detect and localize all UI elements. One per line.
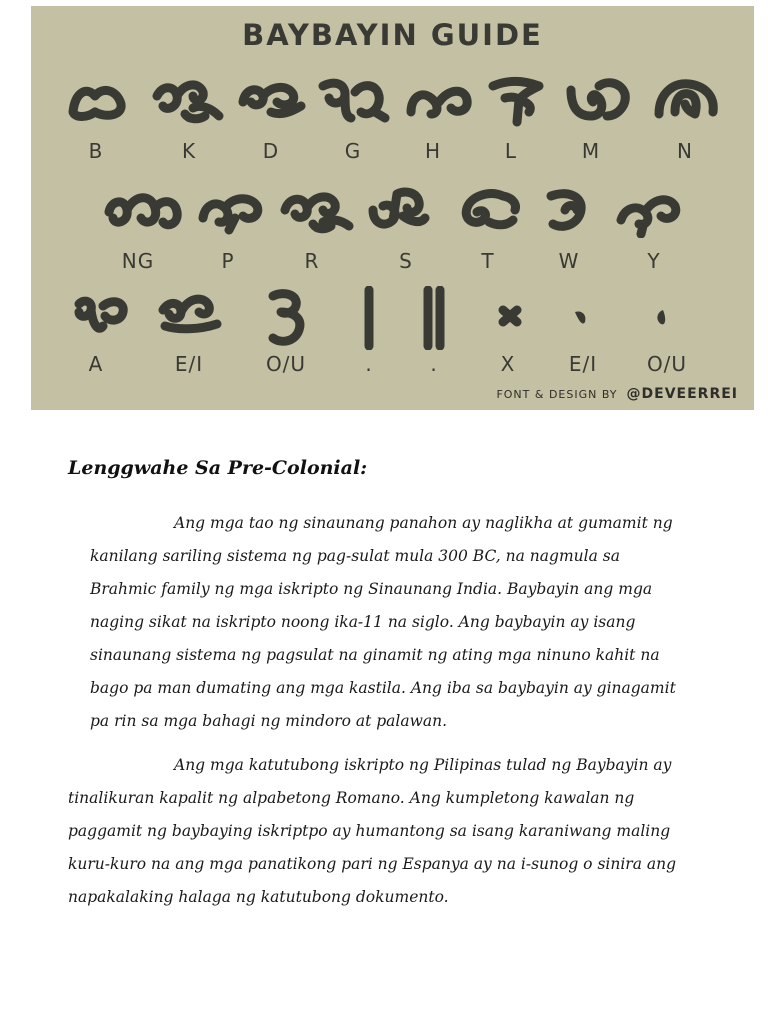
label-p: P (221, 249, 235, 273)
paragraph-2: Ang mga katutubong iskripto ng Pilipinas tulad ng Baybayin ay tinalikuran kapalit ng alpabetong Romano. Ang kumpletong kawalan ng paggamit ng baybaying iskriptpo ay humantong sa isang karaniwang maling kuru-kuro na ang mga panatikong pari ng Espanya ay na i-sunog o sinira ang napakalaking halaga ng katutubong dokumento. (68, 756, 677, 906)
label-x: X (500, 352, 516, 376)
glyph-single-bar (357, 286, 381, 350)
glyph-row-vowels (31, 286, 754, 350)
baybayin-guide-image (31, 6, 754, 410)
label-b: B (88, 139, 104, 163)
label-d: D (262, 139, 280, 163)
glyph-ng (101, 182, 187, 238)
label-k: K (181, 139, 197, 163)
label-ng: NG (121, 249, 155, 273)
label-period-2: . (430, 352, 438, 376)
label-period-1: . (365, 352, 373, 376)
label-o-u: O/U (265, 352, 307, 376)
label-l: L (504, 139, 518, 163)
glyph-w (539, 182, 595, 238)
glyph-s (363, 182, 433, 238)
section-heading: Lenggwahe Sa Pre-Colonial: (68, 457, 368, 479)
glyph-p (195, 182, 269, 238)
label-y: Y (647, 249, 661, 273)
label-a: A (88, 352, 104, 376)
label-row-1 (31, 139, 754, 165)
glyph-g (315, 72, 391, 128)
credit-prefix: FONT & DESIGN BY (496, 388, 618, 401)
glyph-e-i (155, 286, 225, 342)
glyph-d (235, 72, 307, 128)
glyph-m (563, 72, 635, 128)
label-m: M (581, 139, 601, 163)
glyph-o-u-mark (649, 286, 673, 342)
label-t: T (481, 249, 495, 273)
paragraph-1: Ang mga tao ng sinaunang panahon ay naglikha at gumamit ng kanilang sariling sistema ng pag-sulat mula 300 BC, na nagmula sa Brahmic family ng mga iskripto ng Sinaunang India. Baybayin ang mga naging sikat na iskripto noong ika-11 na siglo. Ang baybayin ay isang sinaunang sistema ng pagsulat na ginamit ng ating mga ninuno kahit na bago pa man dumating ang mga kastila. Ang iba sa baybayin ay ginagamit pa rin sa mga bahagi ng mindoro at palawan. (90, 514, 676, 730)
guide-title: BAYBAYIN GUIDE (242, 18, 543, 52)
glyph-e-i-mark (569, 286, 593, 342)
glyph-l (483, 72, 553, 128)
glyph-n (651, 72, 723, 128)
glyph-k (149, 72, 225, 128)
glyph-t (451, 182, 525, 238)
label-e-i-mark: E/I (568, 352, 598, 376)
design-credit (496, 386, 738, 402)
label-row-2 (31, 249, 754, 275)
label-s: S (399, 249, 413, 273)
glyph-o-u (263, 286, 313, 350)
glyph-r (277, 182, 355, 238)
glyph-x-virama (495, 286, 525, 342)
credit-author: @DEVEERREI (626, 386, 738, 402)
label-w: W (558, 249, 580, 273)
label-h: H (424, 139, 442, 163)
label-g: G (344, 139, 362, 163)
glyph-h (403, 72, 475, 128)
label-row-3 (31, 352, 754, 378)
glyph-y (613, 182, 687, 238)
glyph-b (65, 72, 131, 128)
glyph-double-bar (419, 286, 449, 350)
glyph-row-consonants-2 (31, 182, 754, 238)
label-r: R (304, 249, 320, 273)
label-o-u-mark: O/U (646, 352, 688, 376)
label-n: N (677, 139, 693, 163)
glyph-row-consonants-1 (31, 72, 754, 128)
label-e-i: E/I (174, 352, 204, 376)
glyph-a (69, 286, 133, 342)
